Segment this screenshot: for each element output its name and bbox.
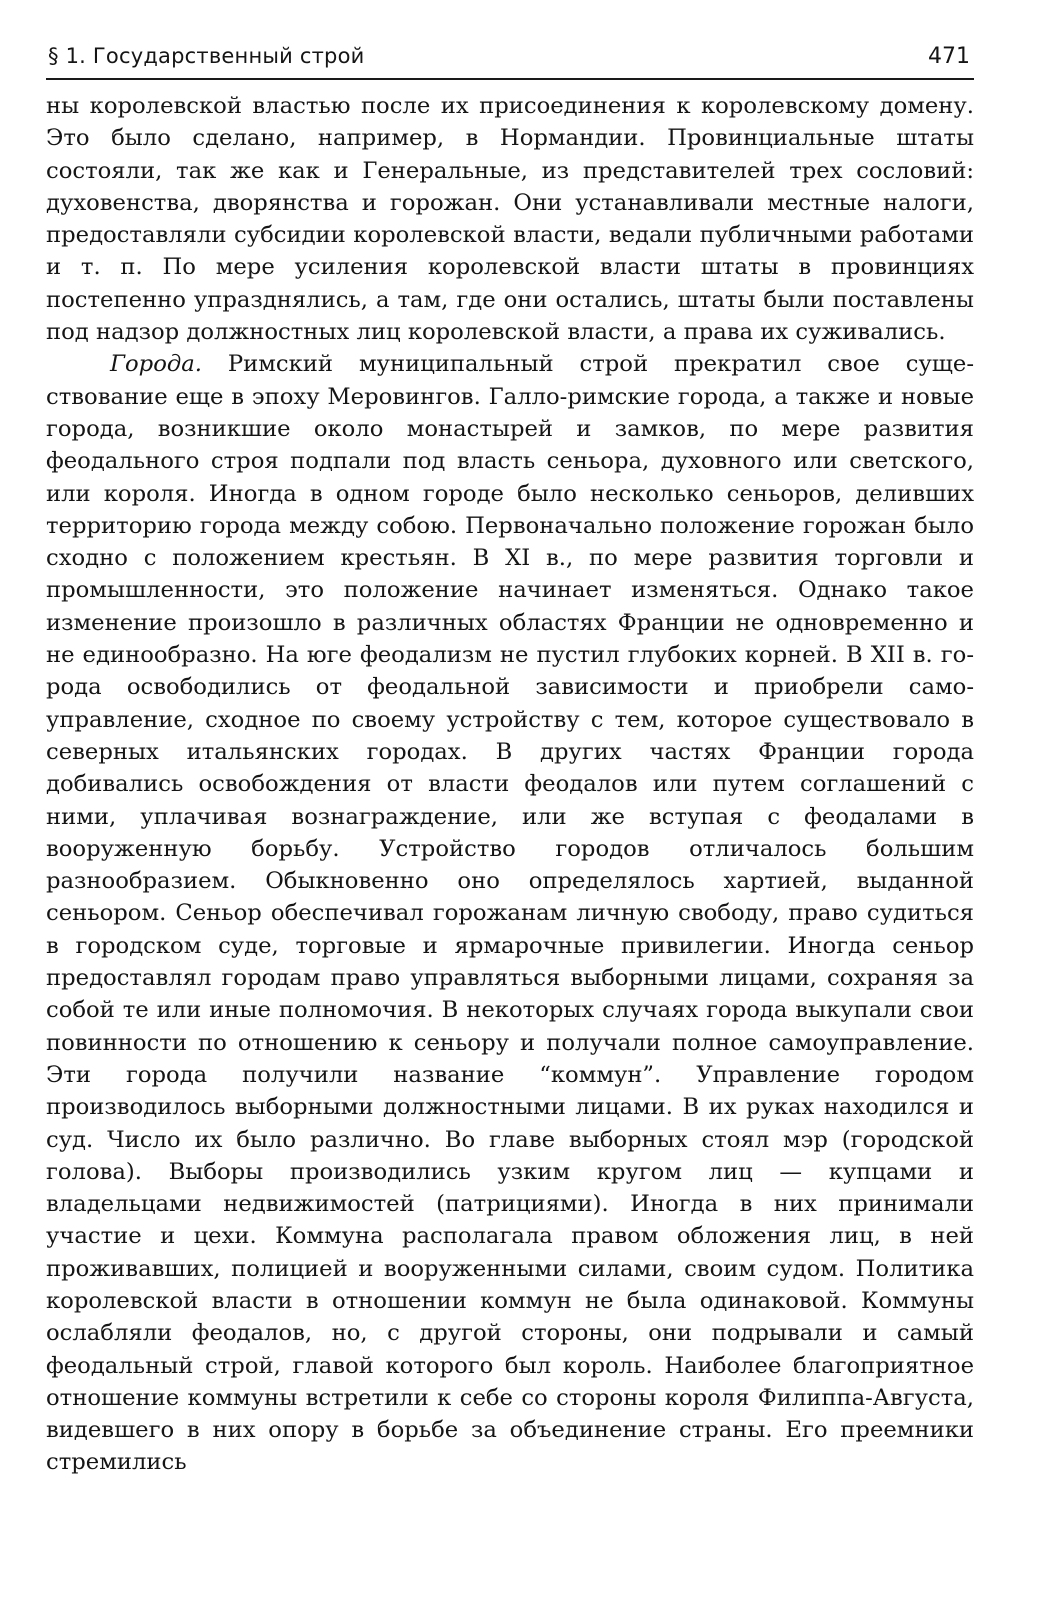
paragraph-text: ны королевской властью после их присоединения к королевскому домену. Это было сделано, например, в Нормандии. Провинциальные штаты состояли, так же как и Генеральные, из представителей трех сословий: духовенства, дворянства и горожан. Они устанавливали местные налоги, предоставляли субсидии королевской власти, ведали публичными работами и т. п. По мере усиления королевской власти штаты в провинциях постепенно упразднялись, а там, где они остались, штаты были поставлены под надзор должностных лиц королевской власти, а права их суживались. — [46, 93, 974, 346]
paragraph-text: Римский муниципальный строй прекратил свое существование еще в эпоху Меровингов. Галло-римские города, а также и новые города, возникшие около монастырей и замков, по мере развития феодального строя подпали под власть сеньора, духовного или светского, или короля. Иногда в одном городе было несколько сеньоров, деливших территорию города между собою. Первоначально положение горожан было сходно с положением крестьян. В XI в., по мере развития торговли и промышленности, это положение начинает изменяться. Однако такое изменение произошло в различных областях Франции не одновременно и не единообразно. На юге феодализм не пустил глубоких корней. В XII в. города освободились от феодальной зависимости и приобрели самоуправление, сходное по своему устройству с тем, которое существовало в северных итальянских городах. В других частях Франции города добивались освобождения от власти феодалов или путем соглашений с ними, уплачивая вознаграждение, или же вступая с феодалами в вооруженную борьбу. Устройство городов отличалось большим разнообразием. Обыкновенно оно определялось хартией, выданной сеньором. Сеньор обеспечивал горожанам личную свободу, право судиться в городском суде, торговые и ярмарочные привилегии. Иногда сеньор предоставлял городам право управляться выборными лицами, сохраняя за собой те или иные полномочия. В некоторых случаях города выкупали свои повинности по отношению к сеньору и получали полное самоуправление. Эти города получили название “коммун”. Управление городом производилось выборными должностными лицами. В их руках находился и суд. Число их было различно. Во главе выборных стоял мэр (городской голова). Выборы производились узким кругом лиц — купцами и владельцами недвижимостей (патрициями). Иногда в них принимали участие и цехи. Коммуна располагала правом обложения лиц, в ней проживавших, полицией и вооруженными силами, своим судом. Политика королевской власти в отношении коммун не была одинаковой. Коммуны ослабляли феодалов, но, с другой стороны, они подрывали и самый феодальный строй, главой которого был король. Наиболее благоприятное отношение коммуны встретили к себе со стороны короля Филиппа-Августа, видевшего в них опору в борьбе за объединение страны. Его преемники стремились — [46, 351, 974, 1476]
paragraph-continuation — [46, 90, 974, 348]
running-title: § 1. Государственный строй — [48, 44, 365, 68]
paragraph-cities — [46, 348, 974, 1478]
running-header — [46, 40, 974, 80]
book-page — [46, 40, 974, 1479]
body-text — [46, 90, 974, 1479]
paragraph-lead-word: Города. — [110, 351, 202, 378]
page-number: 471 — [928, 44, 970, 69]
